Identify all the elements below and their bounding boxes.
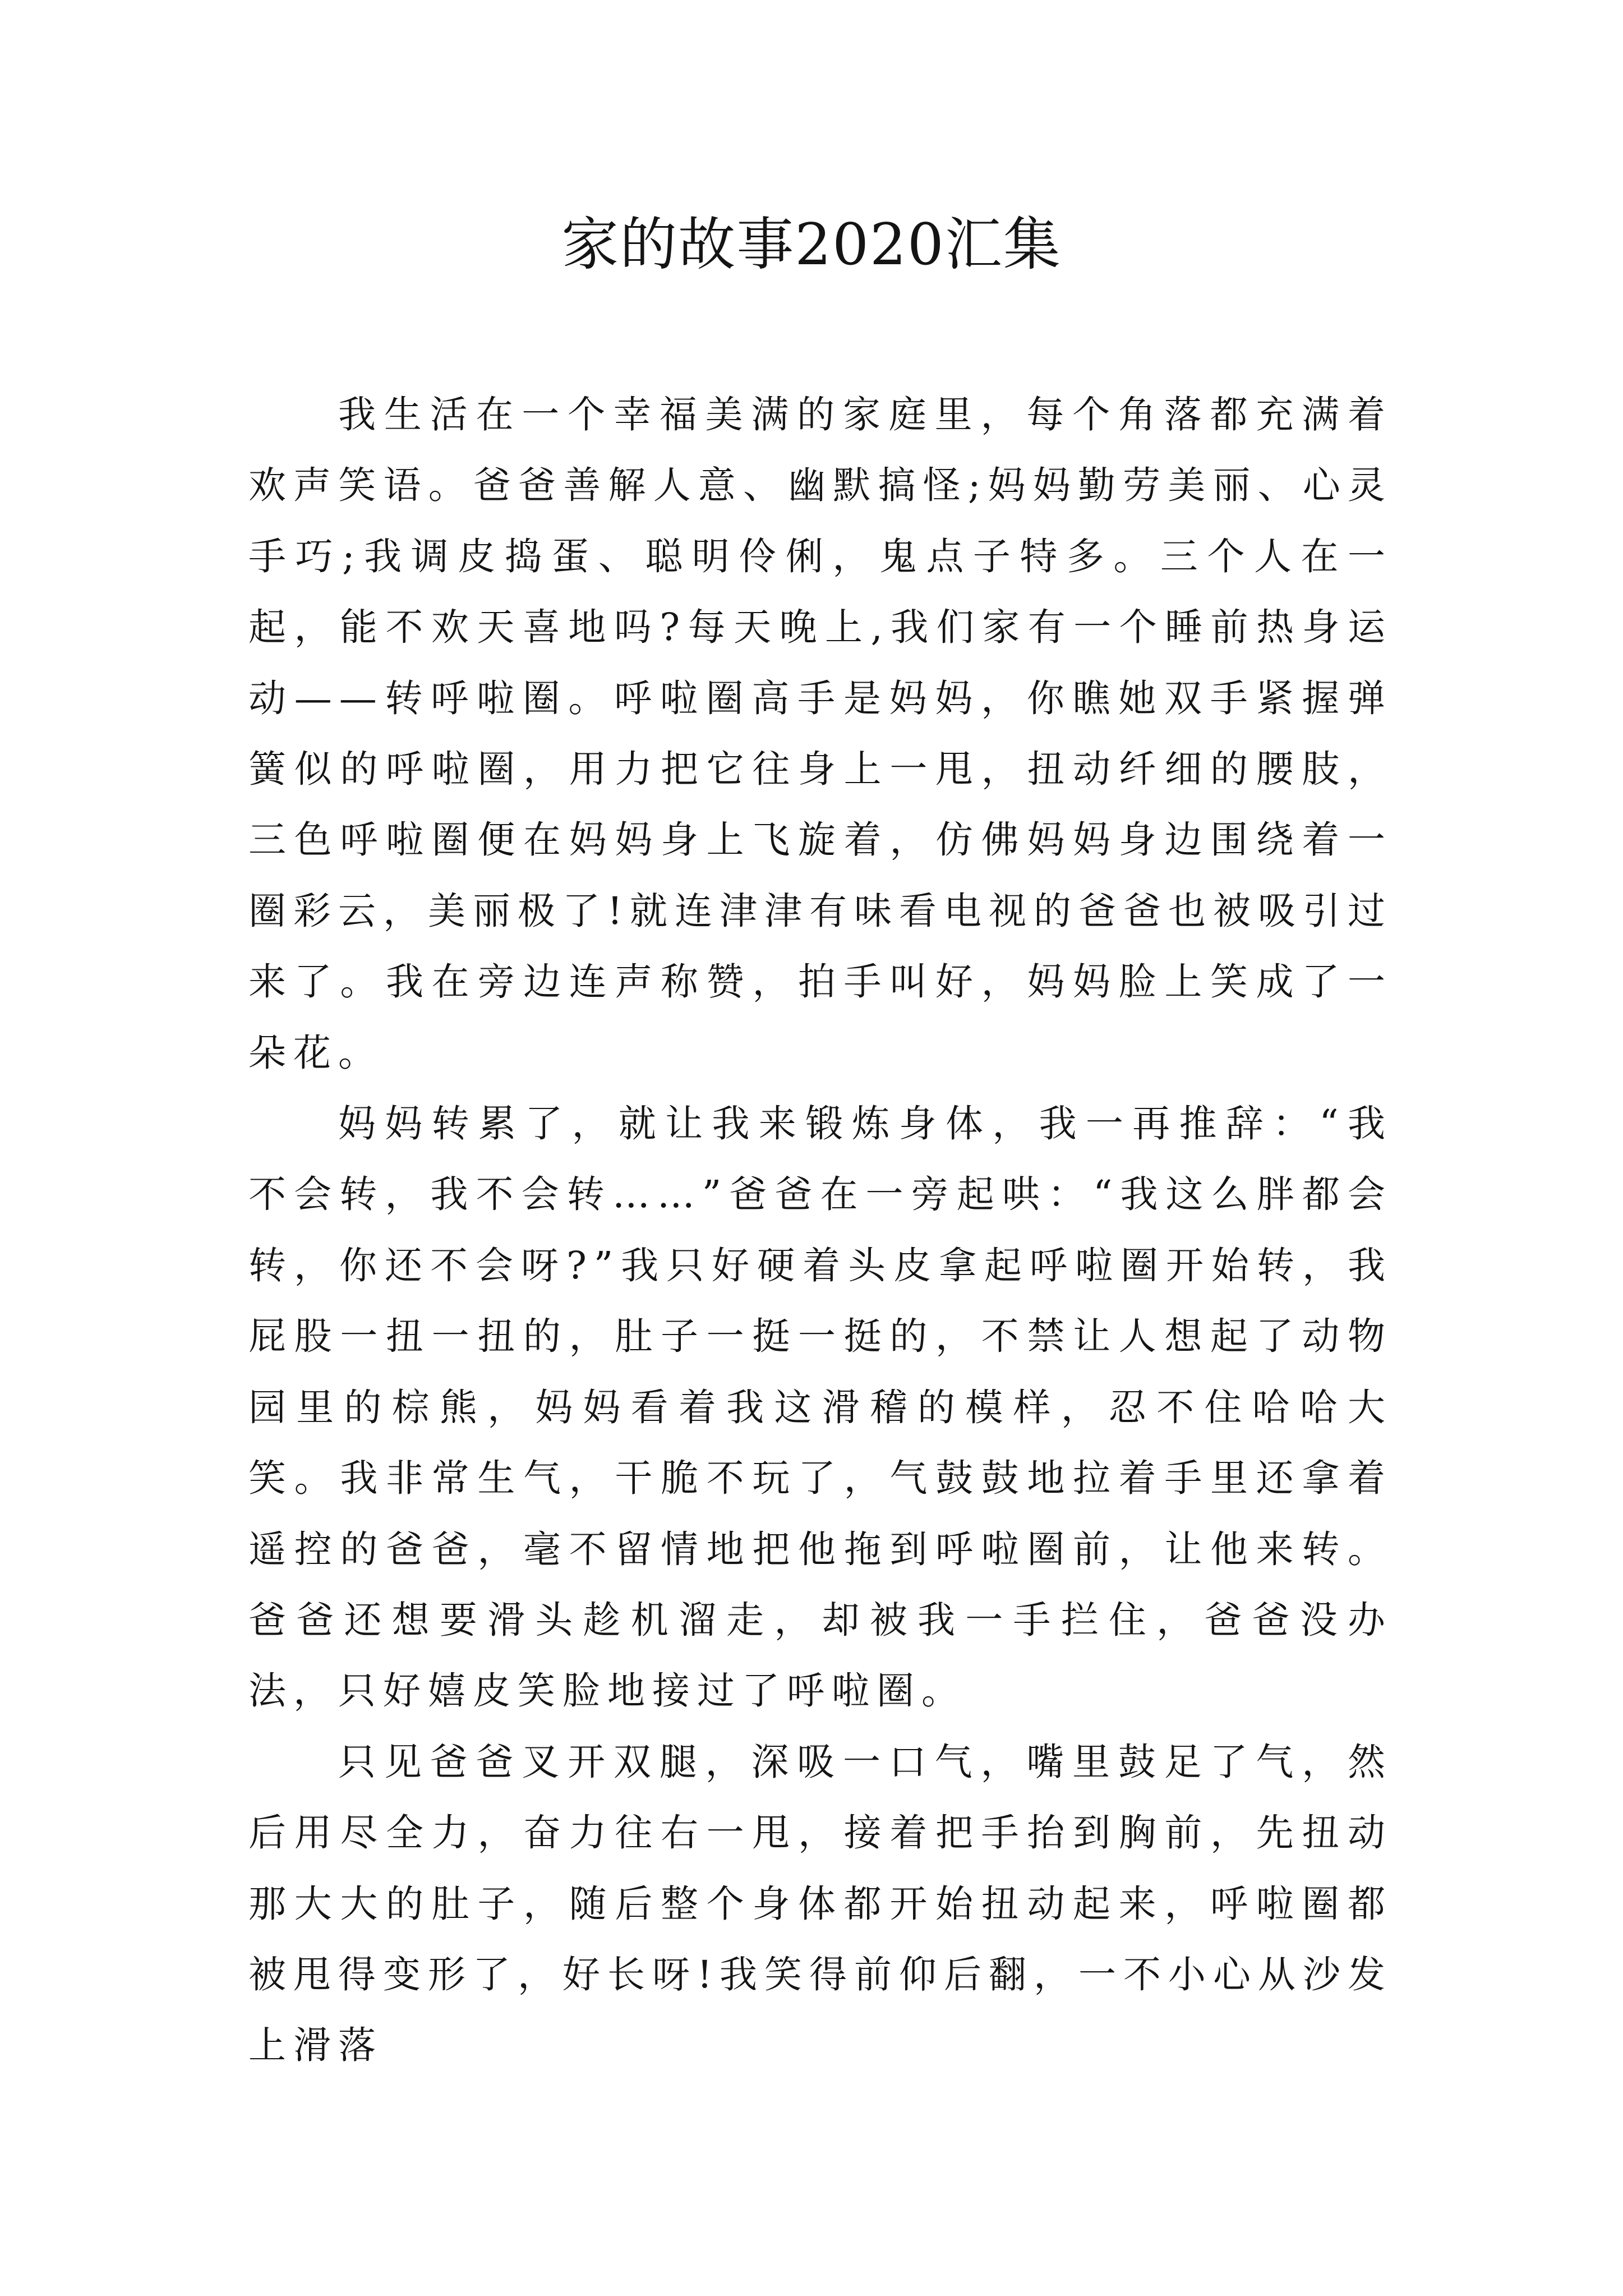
paragraph-3: 只见爸爸叉开双腿，深吸一口气，嘴里鼓足了气，然后用尽全力，奋力往右一甩，接着把手抬到胸前，先扭动那大大的肚子，随后整个身体都开始扭动起来，呼啦圈都被甩得变形了，好长呀!我笑得前仰后翻，一不小心从沙发上滑落: [248, 1740, 1393, 2068]
paragraph-2: 妈妈转累了，就让我来锻炼身体，我一再推辞：“我不会转，我不会转……”爸爸在一旁起哄：“我这么胖都会转，你还不会呀?”我只好硬着头皮拿起呼啦圈开始转，我屁股一扭一扭的，肚子一挺一挺的，不禁让人想起了动物园里的棕熊，妈妈看着我这滑稽的模样，忍不住哈哈大笑。我非常生气，干脆不玩了，气鼓鼓地拉着手里还拿着遥控的爸爸，毫不留情地把他拖到呼啦圈前，让他来转。爸爸还想要滑头趁机溜走，却被我一手拦住，爸爸没办法，只好嬉皮笑脸地接过了呼啦圈。: [248, 1102, 1393, 1713]
document-body: [248, 379, 1393, 2081]
paragraph-1: 我生活在一个幸福美满的家庭里，每个角落都充满着欢声笑语。爸爸善解人意、幽默搞怪;妈妈勤劳美丽、心灵手巧;我调皮捣蛋、聪明伶俐，鬼点子特多。三个人在一起，能不欢天喜地吗?每天晚上,我们家有一个睡前热身运动——转呼啦圈。呼啦圈高手是妈妈，你瞧她双手紧握弹簧似的呼啦圈，用力把它往身上一甩，扭动纤细的腰肢，三色呼啦圈便在妈妈身上飞旋着，仿佛妈妈身边围绕着一圈彩云，美丽极了!就连津津有味看电视的爸爸也被吸引过来了。我在旁边连声称赞，拍手叫好，妈妈脸上笑成了一朵花。: [248, 393, 1393, 1075]
document-title: 家的故事2020汇集: [561, 211, 1062, 278]
